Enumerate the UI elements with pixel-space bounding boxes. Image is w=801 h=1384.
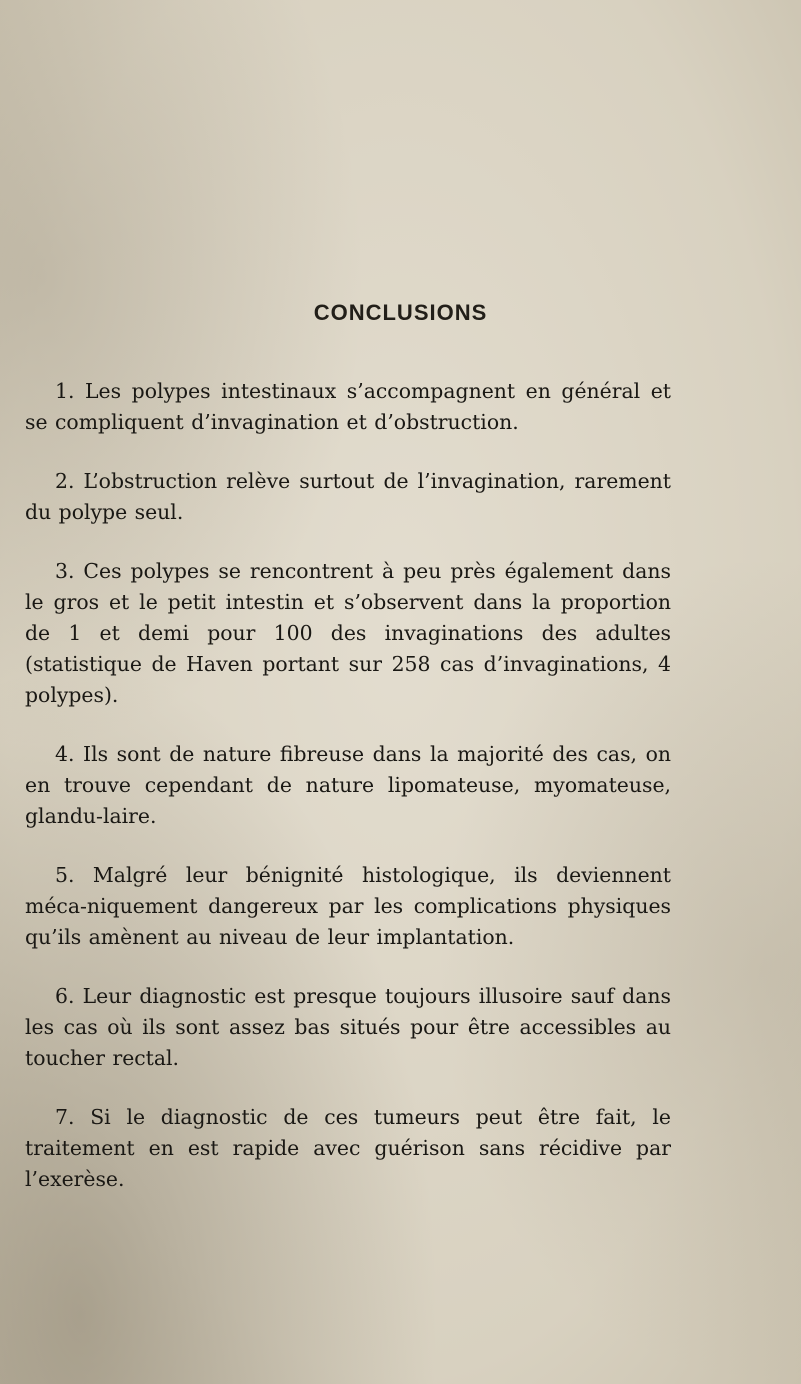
conclusion-item: 3. Ces polypes se rencontrent à peu près également dans le gros et le petit intestin et s’observent dans la proportion de 1 et demi pour 100 des invaginations des adultes (statistique de Haven portant sur 258 cas d’invaginations, 4 polypes). bbox=[25, 559, 671, 707]
conclusion-item: 6. Leur diagnostic est presque toujours illusoire sauf dans les cas où ils sont assez bas situés pour être accessibles au toucher rectal. bbox=[25, 984, 671, 1070]
conclusions-list bbox=[25, 376, 671, 1223]
conclusion-item: 1. Les polypes intestinaux s’accompagnent en général et se compliquent d’invagination et d’obstruction. bbox=[25, 379, 671, 434]
conclusion-item: 2. L’obstruction relève surtout de l’invagination, rarement du polype seul. bbox=[25, 469, 671, 524]
conclusion-item: 4. Ils sont de nature fibreuse dans la majorité des cas, on en trouve cependant de nature lipomateuse, myomateuse, glandu-laire. bbox=[25, 742, 671, 828]
conclusion-item: 5. Malgré leur bénignité histologique, ils deviennent méca-niquement dangereux par les complications physiques qu’ils amènent au niveau de leur implantation. bbox=[25, 863, 671, 949]
page-title: CONCLUSIONS bbox=[313, 300, 488, 325]
conclusion-item: 7. Si le diagnostic de ces tumeurs peut être fait, le traitement en est rapide avec guérison sans récidive par l’exerèse. bbox=[25, 1105, 671, 1191]
